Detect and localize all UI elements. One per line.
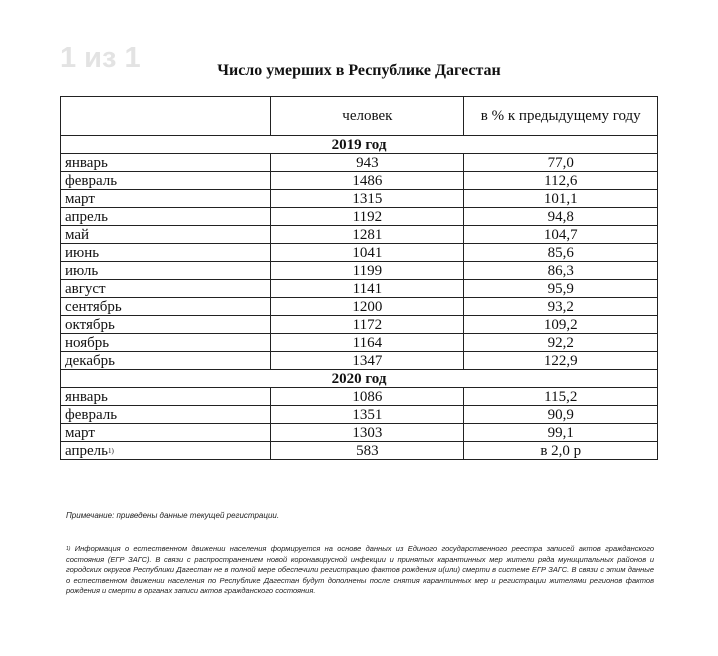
page-indicator: 1 из 1 <box>60 42 141 74</box>
table-row <box>61 172 658 190</box>
month-cell <box>61 280 271 298</box>
month-label: февраль <box>65 406 118 423</box>
percent-cell: 122,9 <box>464 352 658 370</box>
people-cell: 1086 <box>271 388 464 406</box>
month-label: апрель <box>65 442 108 459</box>
percent-cell: 92,2 <box>464 334 658 352</box>
month-cell <box>61 406 271 424</box>
month-cell <box>61 442 271 460</box>
month-cell <box>61 334 271 352</box>
table-row <box>61 406 658 424</box>
people-cell: 1200 <box>271 298 464 316</box>
people-cell: 1041 <box>271 244 464 262</box>
table-header-row <box>61 97 658 136</box>
people-cell: 1192 <box>271 208 464 226</box>
month-cell <box>61 190 271 208</box>
month-cell <box>61 316 271 334</box>
percent-cell: 115,2 <box>464 388 658 406</box>
month-cell <box>61 172 271 190</box>
month-label: сентябрь <box>65 298 122 315</box>
month-label: март <box>65 190 95 207</box>
table-row <box>61 424 658 442</box>
month-cell <box>61 262 271 280</box>
month-label: январь <box>65 388 108 405</box>
table-row <box>61 190 658 208</box>
year-row <box>61 136 658 154</box>
table-row <box>61 352 658 370</box>
footnote <box>66 544 654 597</box>
note: Примечание: приведены данные текущей регистрации. <box>66 511 280 520</box>
percent-cell: 101,1 <box>464 190 658 208</box>
month-label: ноябрь <box>65 334 110 351</box>
month-label: февраль <box>65 172 118 189</box>
month-label: январь <box>65 154 108 171</box>
percent-cell: в 2,0 р <box>464 442 658 460</box>
people-cell: 1141 <box>271 280 464 298</box>
month-cell <box>61 388 271 406</box>
month-cell <box>61 208 271 226</box>
people-cell: 1351 <box>271 406 464 424</box>
percent-cell: 94,8 <box>464 208 658 226</box>
month-cell <box>61 352 271 370</box>
people-cell: 1172 <box>271 316 464 334</box>
footnote-mark: 1) <box>66 546 71 552</box>
table-body <box>61 136 658 460</box>
table-row <box>61 442 658 460</box>
table-row <box>61 316 658 334</box>
table-row <box>61 226 658 244</box>
table-row <box>61 280 658 298</box>
month-cell <box>61 226 271 244</box>
header-percent: в % к предыдущему году <box>464 97 658 136</box>
year-label: 2020 год <box>61 370 658 388</box>
header-month <box>61 97 271 136</box>
percent-cell: 93,2 <box>464 298 658 316</box>
people-cell: 583 <box>271 442 464 460</box>
people-cell: 1199 <box>271 262 464 280</box>
percent-cell: 86,3 <box>464 262 658 280</box>
table-row <box>61 208 658 226</box>
percent-cell: 85,6 <box>464 244 658 262</box>
table-row <box>61 154 658 172</box>
year-label: 2019 год <box>61 136 658 154</box>
footnote-ref: 1) <box>107 446 114 455</box>
people-cell: 943 <box>271 154 464 172</box>
percent-cell: 104,7 <box>464 226 658 244</box>
people-cell: 1164 <box>271 334 464 352</box>
month-label: декабрь <box>65 352 115 369</box>
people-cell: 1281 <box>271 226 464 244</box>
percent-cell: 90,9 <box>464 406 658 424</box>
document-title: Число умерших в Республике Дагестан <box>217 62 501 79</box>
table-row <box>61 388 658 406</box>
year-row <box>61 370 658 388</box>
month-cell <box>61 244 271 262</box>
people-cell: 1303 <box>271 424 464 442</box>
table-row <box>61 262 658 280</box>
month-label: май <box>65 226 90 243</box>
month-label: июль <box>65 262 99 279</box>
percent-cell: 77,0 <box>464 154 658 172</box>
month-cell <box>61 298 271 316</box>
month-cell <box>61 154 271 172</box>
people-cell: 1347 <box>271 352 464 370</box>
table-row <box>61 298 658 316</box>
people-cell: 1486 <box>271 172 464 190</box>
deaths-table <box>60 96 658 460</box>
people-cell: 1315 <box>271 190 464 208</box>
table-row <box>61 334 658 352</box>
month-cell <box>61 424 271 442</box>
month-label: август <box>65 280 106 297</box>
footnote-text: Информация о естественном движении населения формируется на основе данных из Единого государственного реестра записей актов гражданского состояния (ЕГР ЗАГС). В связи с распространением новой коронавирусной инфекции и принятых карантинных мер жители ряда муниципальных районов и городских округов Республики Дагестан не в полной мере обеспечили регистрацию фактов рождения и(или) смерти в системе ЕГР ЗАГС. В связи с этим данные о естественном движении населения по Республике Дагестан будут дополнены после снятия карантинных мер и регистрации жителями регионов фактов рождения и смерти в органах записи актов гражданского состояния. <box>66 544 654 595</box>
percent-cell: 112,6 <box>464 172 658 190</box>
month-label: октябрь <box>65 316 115 333</box>
month-label: июнь <box>65 244 100 261</box>
percent-cell: 95,9 <box>464 280 658 298</box>
percent-cell: 109,2 <box>464 316 658 334</box>
header-people: человек <box>271 97 464 136</box>
month-label: апрель <box>65 208 108 225</box>
percent-cell: 99,1 <box>464 424 658 442</box>
table-row <box>61 244 658 262</box>
month-label: март <box>65 424 95 441</box>
